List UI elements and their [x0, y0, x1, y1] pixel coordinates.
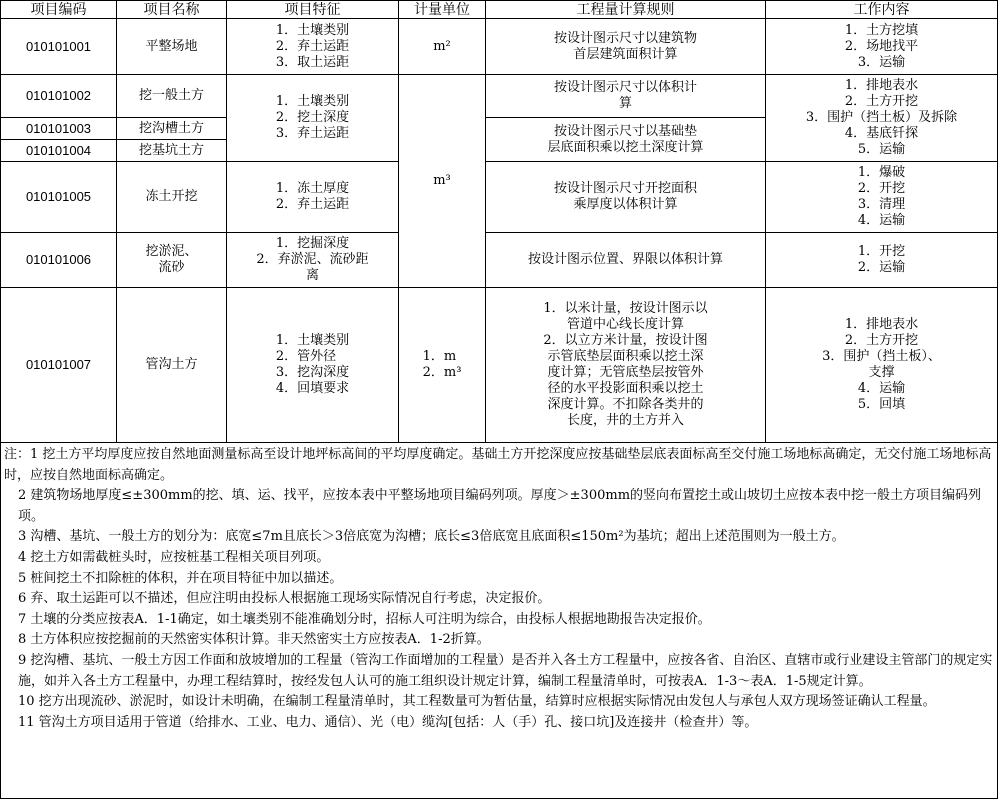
note-10: 10 挖方出现流砂、淤泥时，如设计未明确，在编制工程量清单时，其工程数量可为暂估量，结算时应根据实际情况由发包人与承包人双方现场签证确认工程量。 — [18, 694, 936, 710]
table-row — [1, 288, 998, 443]
cell-features: 1．土壤类别 2．管外径 3．挖沟深度 4．回填要求 — [227, 288, 399, 443]
cell-code: 010101003 — [1, 118, 117, 140]
cell-code: 010101006 — [1, 233, 117, 288]
cell-work: 1．开挖 2．运输 — [766, 233, 998, 288]
cell-code: 010101005 — [1, 162, 117, 233]
table-row — [1, 19, 998, 75]
cell-work: 1．土方挖填 2．场地找平 3．运输 — [766, 19, 998, 75]
notes-row — [1, 443, 998, 799]
note-11: 11 管沟土方项目适用于管道（给排水、工业、电力、通信）、光（电）缆沟[包括：人（手）孔、接口坑]及连接井（检查井）等。 — [18, 714, 758, 730]
cell-rule: 1．以米计量，按设计图示以 管道中心线长度计算 2．以立方米计量，按设计图 示管底垫层面积乘以挖土深 度计算；无管底垫层按管外 径的水平投影面积乘以挖土 深度计算。不扣除各类井的 长度，井的土方并入 — [486, 288, 766, 443]
notes-cell — [1, 443, 998, 799]
cell-code: 010101001 — [1, 19, 117, 75]
cell-features: 1．土壤类别 2．弃土运距 3．取土运距 — [227, 19, 399, 75]
cell-features: 1．冻土厚度 2．弃土运距 — [227, 162, 399, 233]
cell-name: 挖淤泥、 流砂 — [117, 233, 227, 288]
note-4: 4 挖土方如需截桩头时，应按桩基工程相关项目列项。 — [18, 549, 330, 565]
cell-work: 1．爆破 2．开挖 3．清理 4．运输 — [766, 162, 998, 233]
cell-rule: 按设计图示尺寸以基础垫 层底面积乘以挖土深度计算 — [486, 118, 766, 162]
cell-rule: 按设计图示尺寸以建筑物 首层建筑面积计算 — [486, 19, 766, 75]
table-row — [1, 75, 998, 118]
cell-rule: 按设计图示位置、界限以体积计算 — [486, 233, 766, 288]
header-unit: 计量单位 — [399, 1, 486, 19]
header-work: 工作内容 — [766, 1, 998, 19]
cell-name: 挖沟槽土方 — [117, 118, 227, 140]
header-code: 项目编码 — [1, 1, 117, 19]
header-name: 项目名称 — [117, 1, 227, 19]
note-3: 3 沟槽、基坑、一般土方的划分为：底宽≤7m且底长＞3倍底宽为沟槽；底长≤3倍底宽且底面积≤150m²为基坑；超出上述范围则为一般土方。 — [18, 529, 845, 545]
cell-code: 010101007 — [1, 288, 117, 443]
cell-name: 平整场地 — [117, 19, 227, 75]
note-6: 6 弃、取土运距可以不描述，但应注明由投标人根据施工现场实际情况自行考虑，决定报价。 — [18, 591, 551, 607]
cell-features: 1．土壤类别 2．挖土深度 3．弃土运距 — [227, 75, 399, 162]
cell-name: 挖基坑土方 — [117, 140, 227, 162]
header-row — [1, 1, 998, 19]
note-1: 注：1 挖土方平均厚度应按自然地面测量标高至设计地坪标高间的平均厚度确定。基础土方开挖深度应按基础垫层底表面标高至交付施工场地标高确定，无交付施工场地标高时，应按自然地面标高确定。 — [4, 447, 992, 483]
cell-work: 1．排地表水 2．土方开挖 3．围护（挡土板）、 支撑 4．运输 5．回填 — [766, 288, 998, 443]
table-row — [1, 233, 998, 288]
table-row — [1, 162, 998, 233]
cell-work: 1．排地表水 2．土方开挖 3．围护（挡土板）及拆除 4．基底钎探 5．运输 — [766, 75, 998, 162]
cell-unit: 1．m 2．m³ — [399, 288, 486, 443]
cell-features: 1．挖掘深度 2．弃淤泥、流砂距 离 — [227, 233, 399, 288]
note-5: 5 桩间挖土不扣除桩的体积，并在项目特征中加以描述。 — [18, 570, 343, 586]
header-features: 项目特征 — [227, 1, 399, 19]
header-rule: 工程量计算规则 — [486, 1, 766, 19]
note-9: 9 挖沟槽、基坑、一般土方因工作面和放坡增加的工程量（管沟工作面增加的工程量）是否并入各土方工程量中，应按各省、自治区、直辖市或行业建设主管部门的规定实施，如并入各土方工程量中，办理工程结算时，按经发包人认可的施工组织设计规定计算，编制工程量清单时，可按表A．1-3～表A．1-5规定计算。 — [18, 652, 993, 689]
cell-code: 010101004 — [1, 140, 117, 162]
cell-name: 挖一般土方 — [117, 75, 227, 118]
cell-name: 冻土开挖 — [117, 162, 227, 233]
note-7: 7 土壤的分类应按表A．1-1确定，如土壤类别不能准确划分时，招标人可注明为综合，由投标人根据地勘报告决定报价。 — [18, 611, 711, 627]
cell-rule: 按设计图示尺寸开挖面积 乘厚度以体积计算 — [486, 162, 766, 233]
cell-code: 010101002 — [1, 75, 117, 118]
note-8: 8 土方体积应按挖掘前的天然密实体积计算。非天然密实土方应按表A．1-2折算。 — [18, 632, 490, 648]
cell-unit: m³ — [399, 75, 486, 288]
cell-unit: m² — [399, 19, 486, 75]
cell-rule: 按设计图示尺寸以体积计 算 — [486, 75, 766, 118]
note-2: 2 建筑物场地厚度≤±300mm的挖、填、运、找平，应按本表中平整场地项目编码列项。厚度＞±300mm的竖向布置挖土或山坡切土应按本表中挖一般土方项目编码列项。 — [18, 488, 982, 524]
cell-name: 管沟土方 — [117, 288, 227, 443]
